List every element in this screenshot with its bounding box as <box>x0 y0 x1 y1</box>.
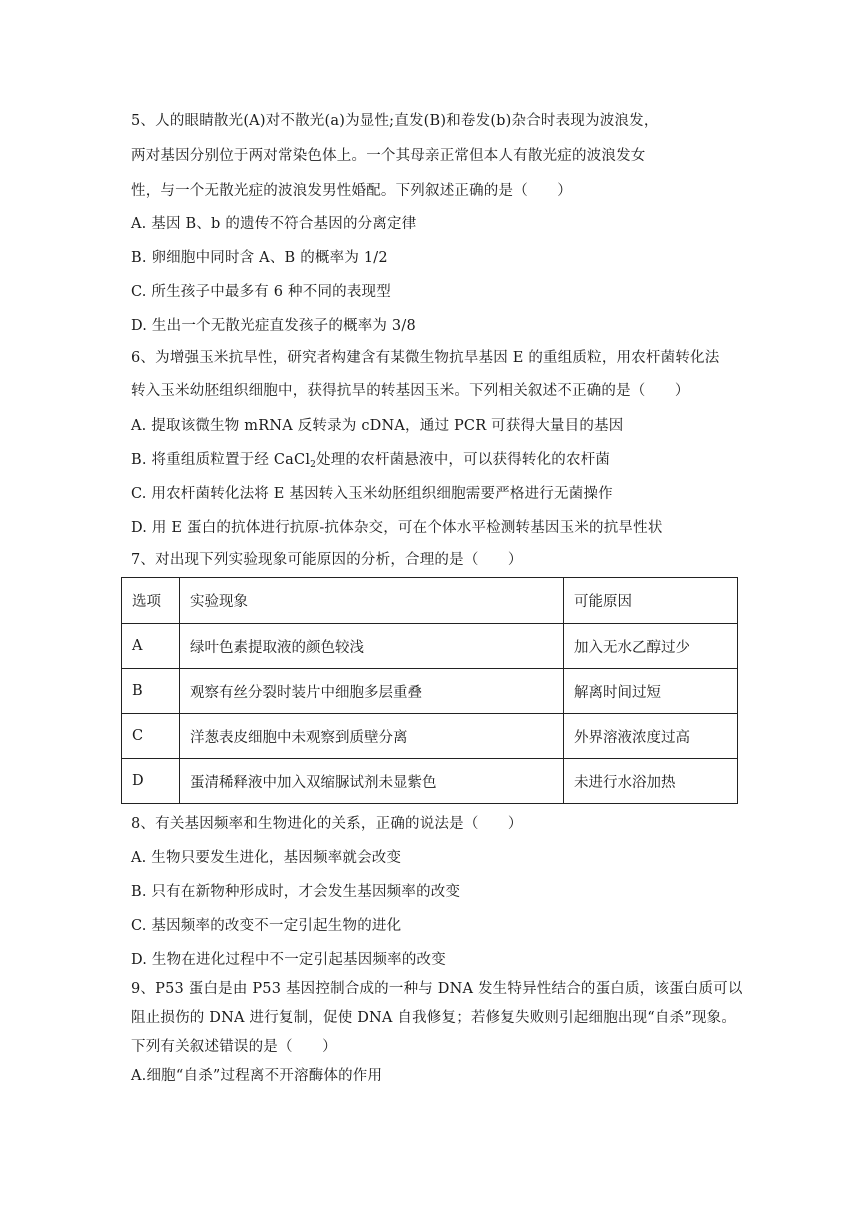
q8-option-c: C. 基因频率的改变不一定引起生物的进化 <box>131 918 402 934</box>
q5-option-d: D. 生出一个无散光症直发孩子的概率为 3/8 <box>131 318 416 334</box>
q9-option-a: A.细胞“自杀”过程离不开溶酶体的作用 <box>131 1068 383 1084</box>
q5-stem-line-2: 两对基因分别位于两对常染色体上。一个其母亲正常但本人有散光症的波浪发女 <box>131 148 646 164</box>
q5-option-b: B. 卵细胞中同时含 A、B 的概率为 1/2 <box>131 250 388 266</box>
table-cell: 未进行水浴加热 <box>564 759 738 804</box>
table-header-option: 选项 <box>122 578 180 624</box>
q6-option-c: C. 用农杆菌转化法将 E 基因转入玉米幼胚组织细胞需要严格进行无菌操作 <box>131 486 613 502</box>
q8-option-b: B. 只有在新物种形成时，才会发生基因频率的改变 <box>131 884 461 900</box>
table-cell: 绿叶色素提取液的颜色较浅 <box>180 624 564 669</box>
q9-stem-line-3: 下列有关叙述错误的是（ ） <box>131 1039 337 1055</box>
table-row <box>122 759 738 804</box>
table-row <box>122 624 738 669</box>
table-cell: 外界溶液浓度过高 <box>564 714 738 759</box>
q6-option-b-pre: B. 将重组质粒置于经 CaCl <box>131 452 311 468</box>
table-header-phenomenon: 实验现象 <box>180 578 564 624</box>
q8-option-d: D. 生物在进化过程中不一定引起基因频率的改变 <box>131 952 446 968</box>
table-cell: D <box>122 759 180 804</box>
table-cell: 观察有丝分裂时装片中细胞多层重叠 <box>180 669 564 714</box>
q6-option-b <box>131 450 610 475</box>
q5-option-a: A. 基因 B、b 的遗传不符合基因的分离定律 <box>131 216 417 232</box>
table-row <box>122 669 738 714</box>
q5-option-c: C. 所生孩子中最多有 6 种不同的表现型 <box>131 284 391 300</box>
q6-stem-line-2: 转入玉米幼胚组织细胞中，获得抗旱的转基因玉米。下列相关叙述不正确的是（ ） <box>131 383 690 399</box>
table-header-row <box>122 578 738 624</box>
table-cell: 蛋清稀释液中加入双缩脲试剂未显紫色 <box>180 759 564 804</box>
q6-option-b-post: 处理的农杆菌悬液中，可以获得转化的农杆菌 <box>316 452 611 468</box>
table-header-cause: 可能原因 <box>564 578 738 624</box>
q5-stem-line-1: 5、人的眼睛散光(A)对不散光(a)为显性;直发(B)和卷发(b)杂合时表现为波浪发， <box>131 113 659 129</box>
q8-stem: 8、有关基因频率和生物进化的关系，正确的说法是（ ） <box>131 816 523 832</box>
q6-stem-line-1: 6、为增强玉米抗旱性，研究者构建含有某微生物抗旱基因 E 的重组质粒，用农杆菌转化法 <box>131 350 720 366</box>
experiment-table <box>121 577 738 804</box>
q9-stem-line-1: 9、P53 蛋白是由 P53 基因控制合成的一种与 DNA 发生特异性结合的蛋白质，该蛋白质可以 <box>131 981 743 997</box>
q6-option-d: D. 用 E 蛋白的抗体进行抗原-抗体杂交，可在个体水平检测转基因玉米的抗旱性状 <box>131 520 663 536</box>
q6-option-a: A. 提取该微生物 mRNA 反转录为 cDNA，通过 PCR 可获得大量目的基因 <box>131 418 624 434</box>
q7-stem: 7、对出现下列实验现象可能原因的分析，合理的是（ ） <box>131 552 523 568</box>
q8-option-a: A. 生物只要发生进化，基因频率就会改变 <box>131 850 402 866</box>
q9-stem-line-2: 阻止损伤的 DNA 进行复制，促使 DNA 自我修复；若修复失败则引起细胞出现“自杀”现象。 <box>131 1010 737 1026</box>
q6-option-b-subscript: 2 <box>310 460 317 470</box>
table-cell: A <box>122 624 180 669</box>
table-cell: B <box>122 669 180 714</box>
table-row <box>122 714 738 759</box>
table-cell: C <box>122 714 180 759</box>
table-cell: 加入无水乙醇过少 <box>564 624 738 669</box>
table-cell: 解离时间过短 <box>564 669 738 714</box>
q5-stem-line-3: 性，与一个无散光症的波浪发男性婚配。下列叙述正确的是（ ） <box>131 183 572 199</box>
table-cell: 洋葱表皮细胞中未观察到质壁分离 <box>180 714 564 759</box>
